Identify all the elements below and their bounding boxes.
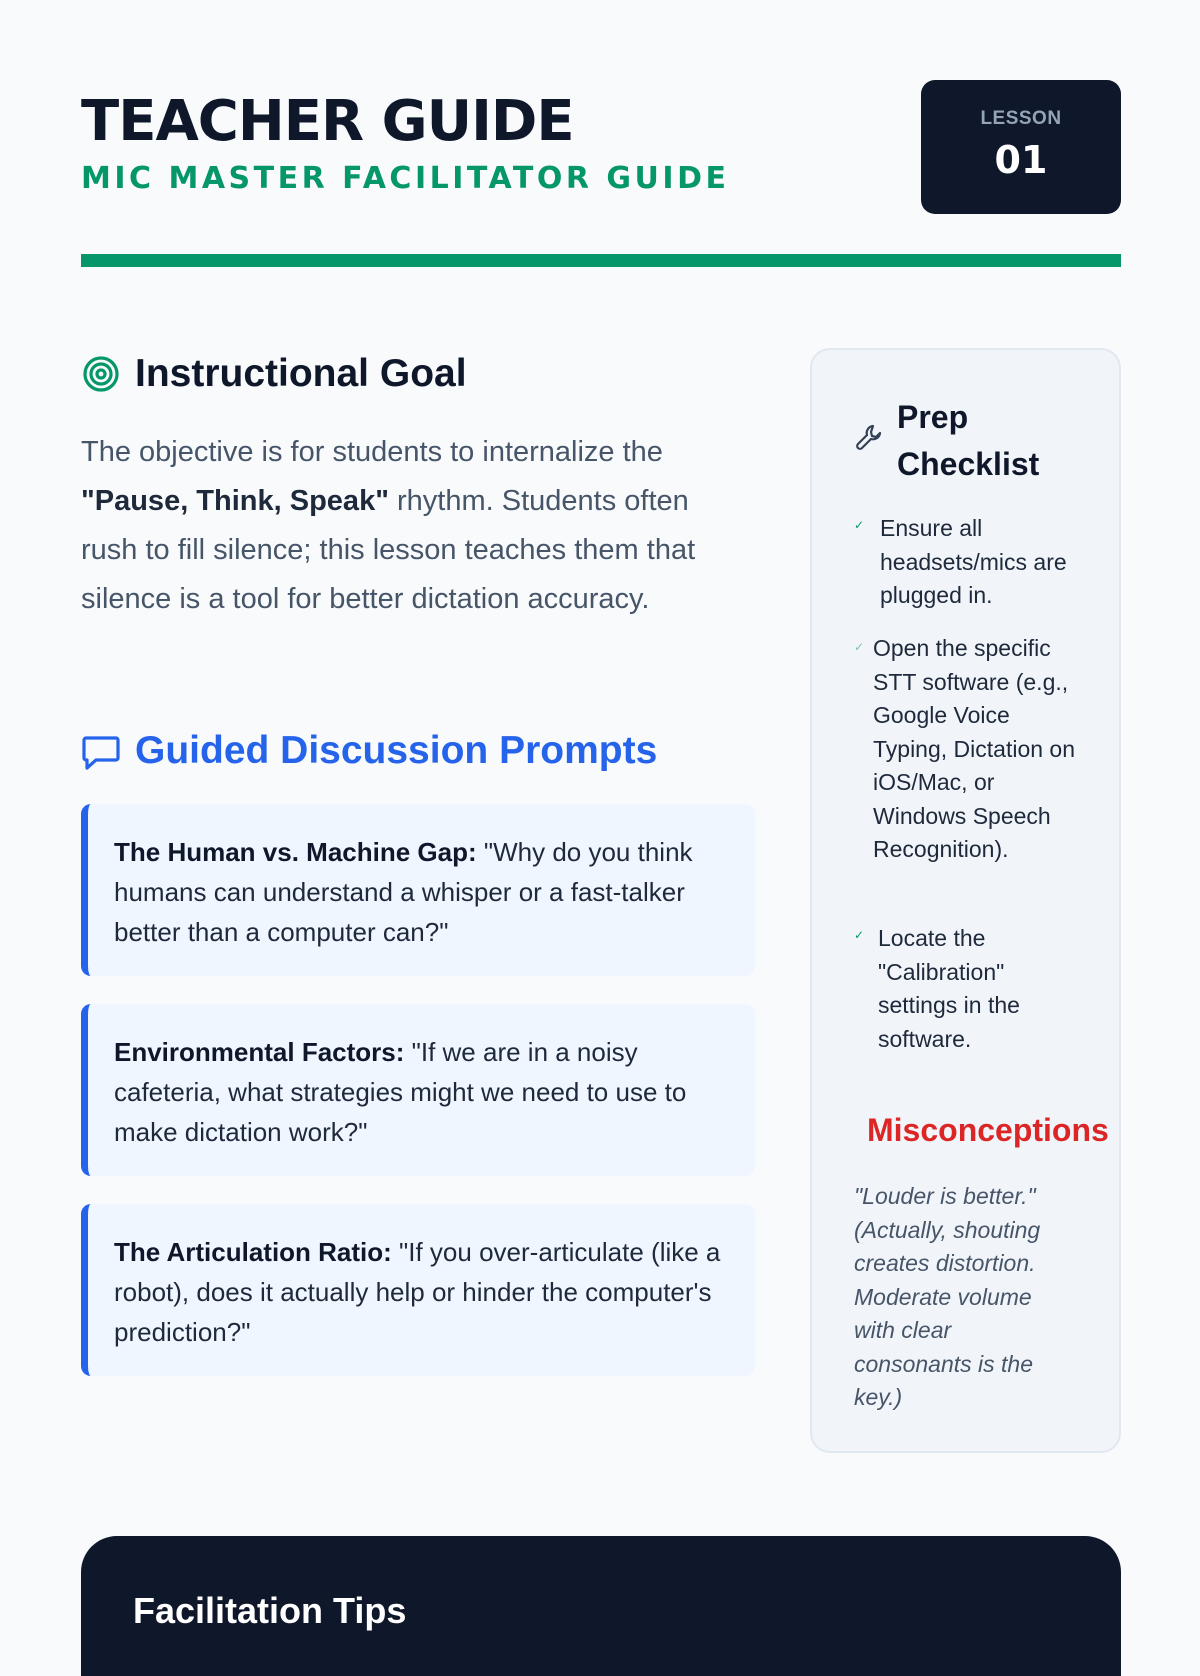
misconceptions-title: Misconceptions — [867, 1112, 1109, 1148]
discussion-prompt — [81, 1204, 755, 1376]
misconceptions-text: "Louder is better." (Actually, shouting creates distortion. Moderate volume with clear consonants is the key.) — [854, 1183, 1041, 1410]
facilitation-tips-title: Facilitation Tips — [133, 1590, 407, 1631]
prompt-label: Environmental Factors: — [114, 1037, 405, 1067]
prompt-label: The Articulation Ratio: — [114, 1237, 392, 1267]
checkmark-icon: ✓ — [854, 928, 865, 942]
prep-checklist-title: Prep Checklist — [897, 399, 1040, 482]
teacher-guide-page — [81, 0, 1121, 1631]
prompt-text: "If you over-articulate (like a robot), does it actually help or hinder the computer's prediction?" — [114, 1237, 721, 1347]
checklist-item: Open the specific STT software (e.g., Google Voice Typing, Dictation on iOS/Mac, or Windows Speech Recognition). — [873, 635, 1076, 862]
chat-bubble-icon — [81, 731, 121, 771]
wrench-icon — [854, 422, 884, 452]
discussion-prompt — [81, 804, 755, 976]
discussion-title: Guided Discussion Prompts — [135, 729, 658, 772]
header-divider — [81, 254, 1121, 267]
page-title: TEACHER GUIDE — [81, 89, 574, 154]
checklist-item: Ensure all headsets/mics are plugged in. — [880, 515, 1067, 608]
lesson-badge — [921, 80, 1121, 214]
page-header — [81, 80, 1121, 220]
target-icon — [81, 354, 121, 394]
goal-text-start: The objective is for students to internalize the — [81, 436, 663, 468]
page-subtitle: MIC MASTER FACILITATOR GUIDE — [81, 161, 730, 196]
prep-sidebar — [810, 348, 1121, 1453]
discussion-heading — [81, 728, 657, 774]
discussion-prompt — [81, 1004, 755, 1176]
facilitation-tips-card — [81, 1536, 1121, 1676]
checklist-item: Locate the "Calibration" settings in the software. — [878, 925, 1020, 1052]
instructional-goal-heading — [81, 352, 467, 396]
prompt-label: The Human vs. Machine Gap: — [114, 837, 477, 867]
goal-text-end: rhythm. Students often rush to fill silence; this lesson teaches them that silence is a tool for better dictation accuracy. — [81, 485, 696, 615]
checkmark-icon: ✓ — [854, 640, 865, 654]
goal-text-emphasis: "Pause, Think, Speak" — [81, 485, 389, 517]
instructional-goal-title: Instructional Goal — [135, 352, 467, 395]
checkmark-icon: ✓ — [854, 518, 865, 532]
prompt-text: "Why do you think humans can understand a whisper or a fast-talker better than a computer can?" — [114, 837, 693, 947]
lesson-number: 01 — [994, 138, 1048, 182]
prompt-text: "If we are in a noisy cafeteria, what strategies might we need to use to make dictation work?" — [114, 1037, 687, 1147]
instructional-goal-text — [81, 428, 751, 624]
lesson-label: LESSON — [980, 108, 1062, 129]
